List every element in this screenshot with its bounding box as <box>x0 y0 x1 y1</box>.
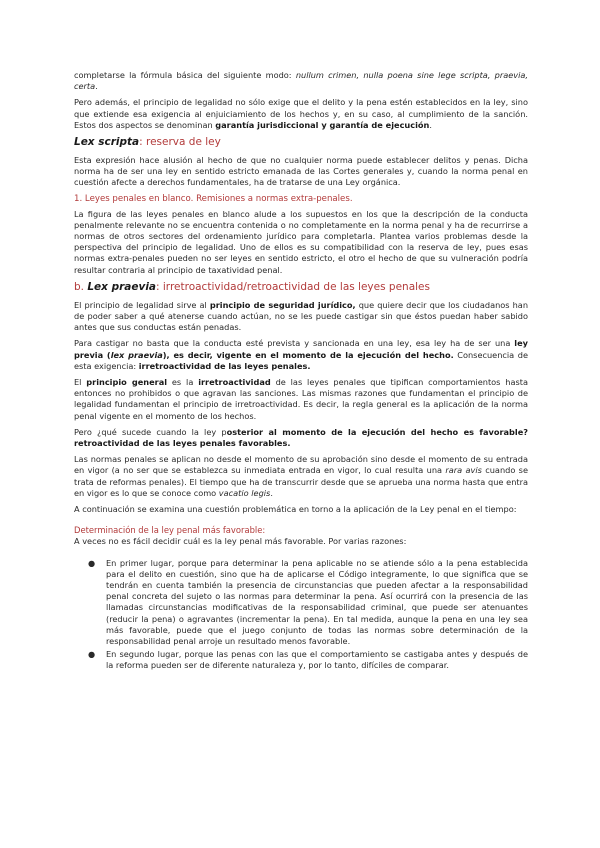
paragraph-ley-favorable: Pero ¿qué sucede cuando la ley posterior al momento de la ejecución del hecho es favorable?retroactividad de las leyes penales favorables. <box>74 426 529 449</box>
heading-leyes-en-blanco: 1. Leyes penales en blanco. Remisiones a normas extra-penales. <box>74 193 353 204</box>
bullet-icon: ● <box>88 557 96 568</box>
list-item: ● En segundo lugar, porque las penas con las que el comportamiento se castigaba antes y después de la reforma pueden ser de diferente naturaleza y, por lo tanto, difíciles de comparar. <box>88 649 528 671</box>
paragraph-seguridad-juridica: El principio de legalidad sirve al principio de seguridad jurídico, que quiere decir que los ciudadanos han de poder saber a qué atenerse cuando actúan, no se les puede castigar sin que éstos puedan haber sabido antes que sus conductas están penadas. <box>74 299 529 333</box>
bullet-icon: ● <box>88 649 96 660</box>
paragraph-garantias: Pero además, el principio de legalidad no sólo exige que el delito y la pena estén establecidos en la ley, sino que extiende esa exigencia al enjuiciamiento de los hechos y, en su caso, al cumplimiento de la sanción. Estos dos aspectos se denominan garantía jurisdiccional y garantía de ejecución. <box>74 97 528 130</box>
paragraph-cuestion-problematica: A continuación se examina una cuestión problemática en torno a la aplicación de la Ley penal en el tiempo: <box>74 504 517 515</box>
paragraph-leyes-en-blanco: La figura de las leyes penales en blanco alude a los supuestos en los que la descripción de la conducta penalmente relevante no se encuentra contenida o no completamente en la norma penal y ha de recurrirse a normas de otros sectores del ordenamiento jurídico para completarla. Plantea varios problemas desde la perspectiva del principio de legalidad. Uno de ellos es su compatibilidad con la reserva de ley, pues esas normas extra-penales pueden no ser leyes en sentido estricto, el otro el hecho de que su vulneración podría resultar contraria al principio de taxatividad penal. <box>74 208 528 275</box>
list-item: ● En primer lugar, porque para determinar la pena aplicable no se atiende sólo a la pena establecida para el delito en cuestión, sino que ha de aplicarse el Código integramente, lo que significa que se tendrán en cuenta también la presencia de circunstancias que pueden afectar a la responsabilidad penal concreta del sujeto o las normas para determinar la pena. Así ocurrirá con la presencia de las llamadas circunstancias modificativas de la responsabilidad criminal, que puede ser atenuantes (reducir la pena) o agravantes (incrementar la pena). En tal medida, aunque la pena en una ley sea más favorable, puede que el juego conjunto de todas las normas sobre determinación de la responsabilidad penal arroje un resultado menos favorable. <box>88 557 528 646</box>
paragraph-vacatio-legis: Las normas penales se aplican no desde el momento de su aprobación sino desde el momento de su entrada en vigor (a no ser que se establezca su inmediata entrada en vigor, lo cual resulta una rara avis cuando se trata de reformas penales). El tiempo que ha de transcurrir desde que se aprueba una norma hasta que entra en vigor es lo que se conoce como vacatio legis. <box>74 454 528 498</box>
paragraph-varias-razones: A veces no es fácil decidir cuál es la ley penal más favorable. Por varias razones: <box>74 536 407 547</box>
document-page <box>74 70 528 674</box>
heading-lex-praevia: b. Lex praevia: irretroactividad/retroactividad de las leyes penales <box>74 280 430 293</box>
reasons-list <box>74 558 528 672</box>
paragraph-reserva-de-ley: Esta expresión hace alusión al hecho de que no cualquier norma puede establecer delitos y penas. Dicha norma ha de ser una ley en sentido estricto emanada de las Cortes generales y, cuando la norma penal en cuestión afecte a derechos fundamentales, ha de tratarse de una Ley orgánica. <box>74 155 528 188</box>
heading-determinacion: Determinación de la ley penal más favorable: <box>74 525 266 536</box>
paragraph-formula: completarse la fórmula básica del siguiente modo: nullum crimen, nulla poena sine lege scripta, praevia, certa. <box>74 70 528 92</box>
heading-lex-scripta: Lex scripta: reserva de ley <box>74 136 221 149</box>
paragraph-irretroactividad: El principio general es la irretroactividad de las leyes penales que tipifican comportamientos hasta entonces no prohibidos o que agravan las sanciones. Las mismas razones que fundamentan el principio de legalidad fundamentan el principio de irretroactividad. Es decir, la regla general es la aplicación de la norma penal vigente en el momento de los hechos. <box>74 377 528 421</box>
paragraph-ley-previa: Para castigar no basta que la conducta esté prevista y sancionada en una ley, esa ley ha de ser una ley previa (lex praevia), es decir, vigente en el momento de la ejecución del hecho. Consecuencia de esta exigencia: irretroactividad de las leyes penales. <box>74 338 528 371</box>
